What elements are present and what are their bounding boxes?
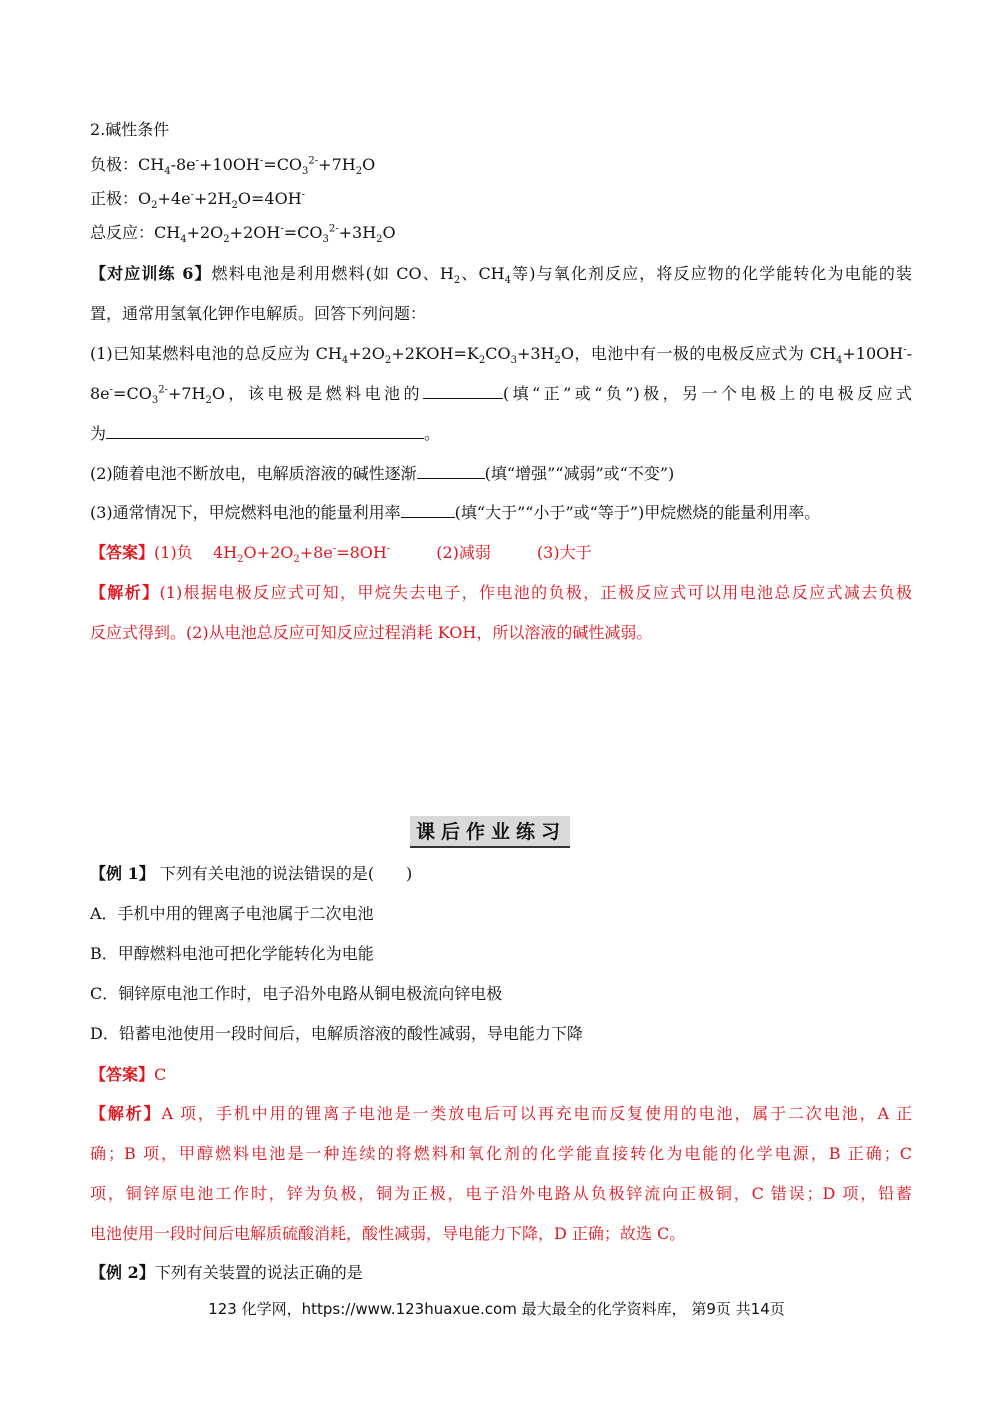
example1-tag: 【例 1】 [90, 864, 155, 883]
total-reaction-equation: 总反应：$CH_4+2O_2+2OH^-=CO_3^{2-}+3H_2O$ [90, 223, 396, 246]
total-label: 总反应： [90, 223, 155, 242]
alkaline-heading: 2.碱性条件 [90, 120, 170, 139]
exercise6-q2: (2)随着电池不断放电，电解质溶液的碱性逐渐 (填“增强”“减弱”或“不变”) [90, 464, 675, 483]
example1-analysis-line3: 项，铜锌原电池工作时，锌为负极，铜为正极，电子沿外电路从负极锌流向正极铜，C 错误；D 项，铅蓄 [90, 1184, 912, 1203]
answer-blank-electrode[interactable] [423, 384, 503, 399]
page-footer: 123 化学网，https://www.123huaxue.com 最大最全的化学资料库， 第9页 共14页 [208, 1300, 785, 1318]
section-title: 课后作业练习 [410, 816, 570, 848]
example1-option-d: D．铅蓄电池使用一段时间后，电解质溶液的酸性减弱，导电能力下降 [90, 1024, 583, 1043]
exercise6-q3: (3)通常情况下，甲烷燃料电池的能量利用率 (填“大于”“小于”或“等于”)甲烷燃烧的能量利用率。 [90, 503, 821, 522]
answer-blank-efficiency[interactable] [401, 503, 455, 518]
example1-analysis-line2: 确；B 项，甲醇燃料电池是一种连续的将燃料和氧化剂的化学能直接转化为电能的化学电源，B 正确；C [90, 1144, 912, 1163]
positive-electrode-equation: 正极：$O_2+4e^-+2H_2O=4OH^-$ [90, 189, 306, 212]
example2-tag: 【例 2】 [90, 1263, 155, 1282]
example1-answer: 【答案】C [90, 1065, 167, 1084]
example1-question: 【例 1】 下列有关电池的说法错误的是( ) [90, 864, 413, 883]
negative-electrode-equation: 负极：$CH_4-8e^-+10OH^-=CO_3^{2-}+7H_2O$ [90, 155, 376, 178]
answer-tag: 【答案】 [90, 1065, 155, 1084]
neg-label: 负极： [90, 155, 139, 174]
exercise6-analysis-line2: 反应式得到。(2)从电池总反应可知反应过程消耗 KOH，所以溶液的碱性减弱。 [90, 623, 653, 642]
example1-option-b: B．甲醇燃料电池可把化学能转化为电能 [90, 944, 374, 963]
exercise6-q1-line3: 为 。 [90, 424, 441, 443]
example1-option-a: A．手机中用的锂离子电池属于二次电池 [90, 904, 374, 923]
exercise6-intro-line2: 置，通常用氢氧化钾作电解质。回答下列问题： [90, 304, 427, 323]
exercise6-q1-line2: $8e^-=CO_3^{2-}+7H_2O$，该电极是燃料电池的 (填“正”或“负”)极，另一个电极上的电极反应式 [90, 384, 912, 407]
exercise6-answer: 【答案】(1)负 $4H_2O+2O_2+8e^-=8OH^-$ (2)减弱 (3)大于 [90, 543, 592, 566]
example1-analysis-line1: 【解析】A 项，手机中用的锂离子电池是一类放电后可以再充电而反复使用的电池，属于二次电池，A 正 [90, 1104, 912, 1123]
analysis-tag: 【解析】 [90, 1104, 162, 1123]
answer-tag: 【答案】 [90, 543, 155, 562]
example1-option-c: C．铜锌原电池工作时，电子沿外电路从铜电极流向锌电极 [90, 984, 503, 1003]
example2-question: 【例 2】下列有关装置的说法正确的是 [90, 1263, 363, 1282]
pos-label: 正极： [90, 189, 139, 208]
exercise6-q1: (1)已知某燃料电池的总反应为 $CH_4+2O_2+2KOH=K_2CO_3+3H_2O$，电池中有一极的电极反应式为 $CH_4+10OH^--$ [90, 344, 912, 367]
exercise6-intro: 【对应训练 6】燃料电池是利用燃料(如 CO、$H_2$、$CH_4$等)与氧化剂反应，将反应物的化学能转化为电能的装 [90, 264, 912, 287]
exercise6-tag: 【对应训练 6】 [90, 264, 212, 283]
answer-blank-alkalinity[interactable] [417, 464, 485, 479]
example1-analysis-line4: 电池使用一段时间后电解质硫酸消耗，酸性减弱，导电能力下降，D 正确；故选 C。 [90, 1224, 686, 1243]
exercise6-analysis-line1: 【解析】(1)根据电极反应式可知，甲烷失去电子，作电池的负极，正极反应式可以用电池总反应式减去负极 [90, 583, 912, 602]
analysis-tag: 【解析】 [90, 583, 160, 602]
answer-blank-equation[interactable] [106, 424, 424, 439]
